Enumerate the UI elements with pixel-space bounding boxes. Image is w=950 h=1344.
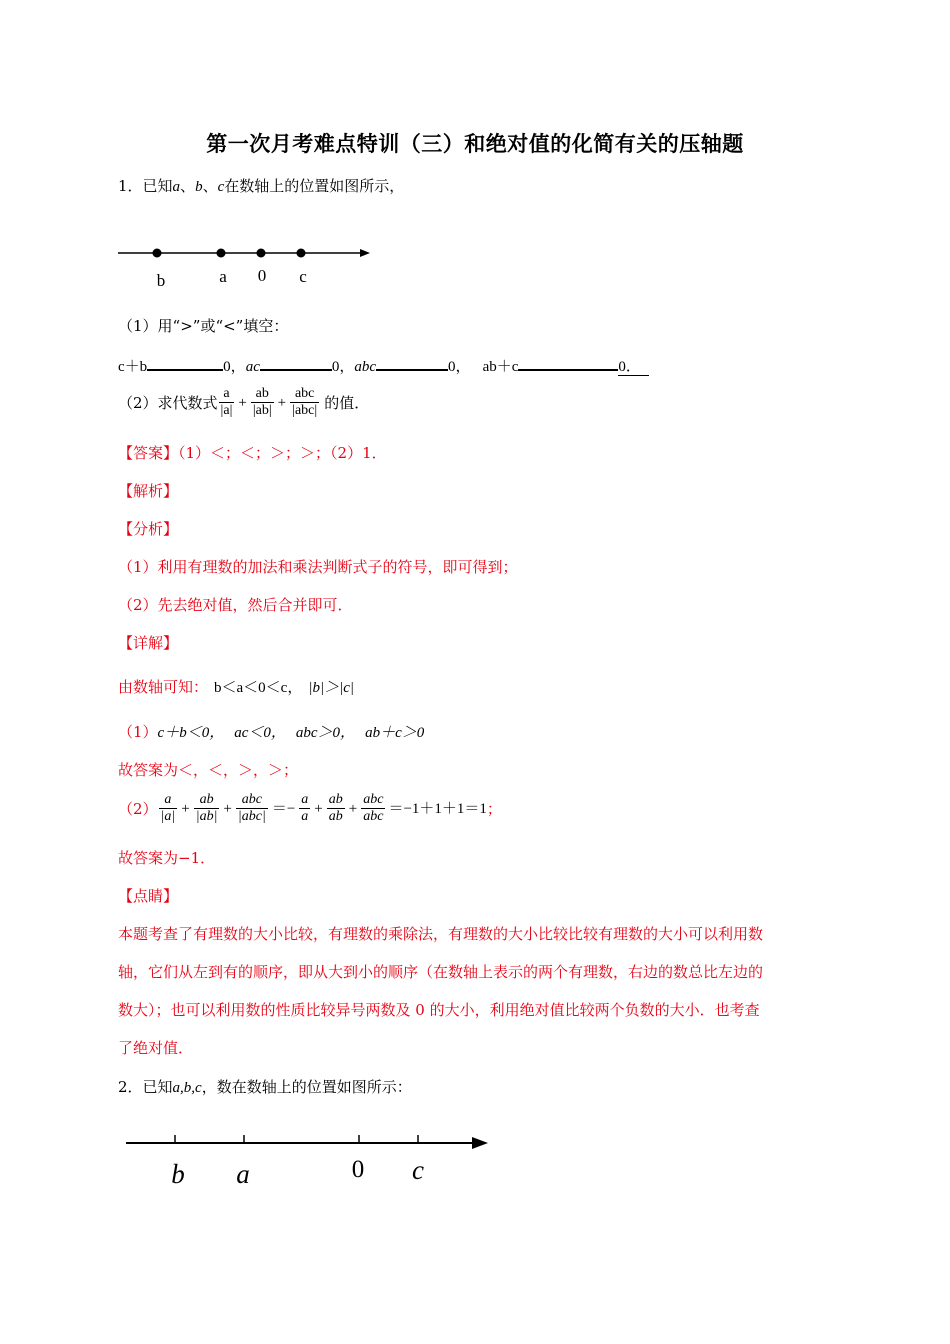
fraction (290, 386, 319, 419)
point-0 (257, 249, 266, 258)
expr-ab-plus-c: ab＋c (482, 359, 519, 375)
plus-sign: + (181, 800, 190, 817)
q2-vars: a,b,c (172, 1080, 202, 1096)
detail-line1-prefix: 由数轴可知： (118, 678, 209, 696)
detail-line4-result: ＝−1＋1＋1＝1 (388, 800, 487, 817)
denominator: |ab| (195, 809, 218, 824)
fraction (159, 792, 178, 825)
denominator: abc (363, 809, 384, 824)
denominator: |abc| (237, 809, 266, 824)
blank-2[interactable] (260, 355, 332, 371)
numerator: abc (363, 792, 384, 807)
arrow-head (360, 249, 370, 257)
q1-intro (118, 176, 404, 197)
comment-line-1: 本题考查了有理数的大小比较，有理数的乘除法，有理数的大小比较比较有理数的大小可以利用数 (118, 925, 764, 943)
zero-label: 0， (223, 359, 246, 375)
detail-line1-abs: |b|＞|c| (308, 680, 354, 696)
numerator: ab (199, 792, 214, 807)
answer-text: （1）＜；＜；＞；＞；（2）1． (178, 444, 387, 462)
analysis-tag: 【解析】 (118, 482, 179, 500)
zero-label: 0． (618, 359, 649, 376)
detail-ineq: abc＞0， (295, 725, 356, 741)
q2-number: 2．已知 (118, 1078, 173, 1096)
expr-ac: ac (245, 359, 260, 375)
part2-suffix: 的值． (324, 393, 370, 412)
axis2-label-0: 0 (351, 1156, 365, 1183)
numerator: a (301, 792, 309, 807)
axis2-label-c: c (412, 1155, 424, 1185)
equals-minus: ＝− (271, 800, 296, 817)
var-c: c (217, 179, 225, 195)
numerator: a (223, 386, 230, 401)
axis2-label-a: a (236, 1159, 250, 1189)
expr-c-plus-b: c＋b (118, 359, 148, 375)
denominator: |a| (220, 403, 233, 418)
comment-line-2: 轴，它们从左到有的顺序，即从大到小的顺序（在数轴上表示的两个有理数，右边的数总比左边的 (118, 963, 764, 981)
fraction (327, 792, 345, 825)
numerator: a (164, 792, 172, 807)
answer-line (118, 443, 387, 463)
q1-intro-tail: 在数轴上的位置如图所示， (224, 177, 405, 195)
plus-sign: + (223, 800, 232, 817)
separator: 、 (202, 177, 218, 195)
point-b (153, 249, 162, 258)
point-a (217, 249, 226, 258)
denominator: |abc| (292, 403, 318, 418)
fraction (194, 792, 220, 825)
q2-intro (118, 1077, 412, 1098)
blank-3[interactable] (376, 355, 448, 371)
numerator: abc (294, 386, 315, 401)
detail-ineq: ac＜0， (234, 725, 286, 741)
fraction (299, 792, 310, 825)
q1-part1: （1）用“>”或“<”填空： (118, 317, 289, 335)
q1-number: 1．已知 (118, 177, 173, 195)
denominator: |a| (160, 809, 176, 824)
q1-blanks (118, 355, 649, 377)
zero-label: 0， (331, 359, 355, 375)
comment-line-4: 了绝对值． (118, 1039, 194, 1057)
fraction (361, 792, 385, 825)
detail-line-3: 故答案为＜，＜，＞，＞； (118, 761, 299, 779)
detail-line-5: 故答案为−1． (118, 849, 216, 867)
fenxi-line-2: （2）先去绝对值，然后合并即可． (118, 596, 353, 614)
numerator: ab (328, 792, 343, 807)
detail-line-1 (118, 677, 354, 698)
plus-sign: + (277, 394, 287, 411)
detail-ineq: c＋b＜0， (157, 725, 225, 741)
numerator: ab (255, 386, 269, 401)
denominator: a (301, 809, 309, 824)
detail-ineq: ab＋c＞0 (365, 725, 425, 741)
expr-abc: abc (354, 359, 377, 375)
axis2-label-b: b (171, 1159, 185, 1189)
plus-sign: + (238, 394, 247, 411)
blank-1[interactable] (147, 355, 223, 371)
denominator: |ab| (252, 403, 272, 418)
detail-line2-prefix: （1） (118, 723, 158, 741)
axis1-label-c: c (299, 267, 307, 286)
fenxi-line-1: （1）利用有理数的加法和乘法判断式子的符号，即可得到； (118, 558, 518, 576)
zero-label: 0， (448, 359, 471, 375)
blank-4[interactable] (518, 355, 618, 371)
detail-line1-math: b＜a＜0＜c， (214, 680, 303, 696)
axis1-label-a: a (219, 267, 227, 286)
numerator: abc (241, 792, 262, 807)
point-c (297, 249, 306, 258)
fraction (236, 792, 268, 825)
detail-tag: 【详解】 (118, 634, 179, 652)
q2-intro-tail: ，数在数轴上的位置如图所示： (201, 1078, 412, 1096)
detail-line-2 (118, 722, 424, 743)
detail-line4-prefix: （2） (118, 799, 158, 818)
var-a: a (172, 179, 181, 195)
detail-line4-end: ； (486, 799, 502, 818)
number-line-2 (118, 1126, 498, 1196)
number-line-1 (110, 236, 380, 296)
comment-line-3: 数大）；也可以利用数的性质比较异号两数及 0 的大小，利用绝对值比较两个负数的大小．也考查 (118, 1001, 760, 1019)
plus-sign: + (348, 800, 358, 817)
plus-sign: + (314, 800, 323, 817)
separator: 、 (180, 177, 196, 195)
arrow-head (472, 1137, 488, 1149)
axis1-label-0: 0 (257, 266, 267, 285)
fraction (251, 386, 274, 419)
denominator: ab (328, 809, 343, 824)
var-b: b (195, 179, 203, 195)
detail-line-4 (118, 792, 502, 825)
fenxi-tag: 【分析】 (118, 520, 179, 538)
page-title: 第一次月考难点特训（三）和绝对值的化简有关的压轴题 (206, 132, 744, 156)
axis1-label-b: b (156, 271, 166, 290)
fraction (219, 386, 235, 419)
part2-prefix: （2）求代数式 (118, 393, 218, 412)
answer-tag: 【答案】 (118, 444, 179, 462)
q1-part2 (118, 386, 369, 419)
comment-tag: 【点睛】 (118, 887, 179, 905)
